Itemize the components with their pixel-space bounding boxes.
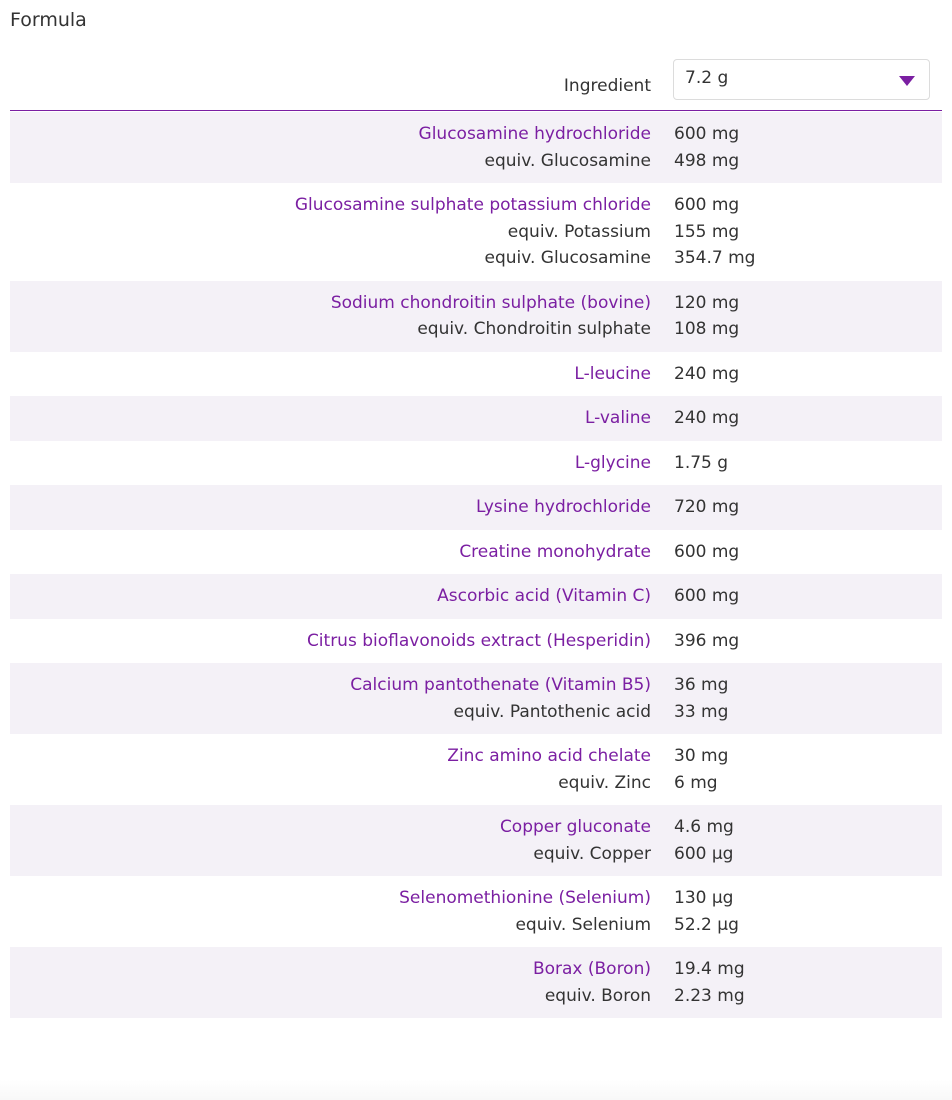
table-row: [10, 352, 942, 397]
ingredient-amount: 130 µg: [674, 888, 734, 909]
table-row: [10, 396, 942, 441]
table-row: [10, 441, 942, 486]
equivalent-amount: 2.23 mg: [674, 985, 745, 1006]
ingredient-amount: 600 mg: [674, 541, 740, 562]
table-row: [10, 530, 942, 575]
equivalent-amount: 498 mg: [674, 150, 740, 171]
ingredient-line: [10, 539, 942, 566]
equivalent-line: [10, 245, 942, 272]
equivalent-name: equiv. Pantothenic acid: [453, 701, 651, 722]
equivalent-amount: 33 mg: [674, 701, 729, 722]
ingredient-name[interactable]: L-leucine: [574, 363, 651, 384]
equivalent-amount: 600 µg: [674, 843, 734, 864]
ingredient-name[interactable]: Copper gluconate: [499, 817, 651, 838]
table-row: [10, 112, 942, 183]
ingredient-amount: 600 mg: [674, 586, 740, 607]
serving-size-value: 7.2 g: [685, 68, 729, 88]
ingredient-line: [10, 121, 942, 148]
equivalent-line: [10, 316, 942, 343]
ingredient-column-label: Ingredient: [563, 76, 651, 96]
ingredient-line: [10, 192, 942, 219]
equivalent-line: [10, 219, 942, 246]
ingredient-line: [10, 885, 942, 912]
equivalent-name: equiv. Zinc: [558, 772, 651, 793]
ingredient-line: [10, 290, 942, 317]
equivalent-name: equiv. Glucosamine: [484, 150, 651, 171]
equivalent-line: [10, 841, 942, 868]
ingredient-line: [10, 405, 942, 432]
equivalent-amount: 155 mg: [674, 221, 740, 242]
equivalent-name: equiv. Chondroitin sulphate: [417, 319, 651, 340]
ingredient-name[interactable]: Selenomethionine (Selenium): [399, 888, 651, 909]
ingredient-line: [10, 956, 942, 983]
ingredient-amount: 396 mg: [674, 630, 740, 651]
ingredient-line: [10, 814, 942, 841]
ingredient-name[interactable]: Zinc amino acid chelate: [447, 746, 651, 767]
equivalent-name: equiv. Glucosamine: [484, 248, 651, 269]
equivalent-line: [10, 983, 942, 1010]
table-row: [10, 805, 942, 876]
ingredient-line: [10, 628, 942, 655]
ingredient-name[interactable]: Ascorbic acid (Vitamin C): [437, 586, 651, 607]
ingredient-amount: 36 mg: [674, 675, 729, 696]
table-row: [10, 619, 942, 664]
table-row: [10, 734, 942, 805]
equivalent-line: [10, 699, 942, 726]
ingredient-name[interactable]: L-valine: [584, 408, 651, 429]
ingredient-name[interactable]: Borax (Boron): [532, 959, 651, 980]
ingredient-line: [10, 743, 942, 770]
ingredient-name[interactable]: L-glycine: [574, 452, 651, 473]
ingredient-name[interactable]: Sodium chondroitin sulphate (bovine): [330, 292, 651, 313]
equivalent-amount: 108 mg: [674, 319, 740, 340]
table-row: [10, 947, 942, 1018]
ingredient-name[interactable]: Creatine monohydrate: [459, 541, 651, 562]
table-row: [10, 663, 942, 734]
equivalent-amount: 354.7 mg: [674, 248, 756, 269]
ingredient-amount: 600 mg: [674, 124, 740, 145]
ingredient-amount: 1.75 g: [674, 452, 729, 473]
ingredient-line: [10, 450, 942, 477]
ingredient-amount: 720 mg: [674, 497, 740, 518]
equivalent-name: equiv. Potassium: [507, 221, 651, 242]
ingredient-amount: 30 mg: [674, 746, 729, 767]
ingredient-name[interactable]: Calcium pantothenate (Vitamin B5): [350, 675, 651, 696]
equivalent-name: equiv. Boron: [544, 985, 651, 1006]
ingredient-line: [10, 672, 942, 699]
ingredient-name[interactable]: Glucosamine sulphate potassium chloride: [294, 195, 651, 216]
table-row: [10, 876, 942, 947]
caret-down-icon: [899, 76, 915, 86]
ingredient-line: [10, 494, 942, 521]
equivalent-line: [10, 770, 942, 797]
equivalent-line: [10, 912, 942, 939]
ingredient-amount: 120 mg: [674, 292, 740, 313]
table-header: [10, 59, 942, 111]
ingredients-table: [10, 112, 942, 1018]
ingredient-line: [10, 361, 942, 388]
ingredient-amount: 19.4 mg: [674, 959, 745, 980]
equivalent-amount: 52.2 µg: [674, 914, 739, 935]
ingredient-name[interactable]: Lysine hydrochloride: [475, 497, 651, 518]
equivalent-line: [10, 148, 942, 175]
ingredient-amount: 600 mg: [674, 195, 740, 216]
ingredient-name[interactable]: Glucosamine hydrochloride: [418, 124, 651, 145]
table-row: [10, 574, 942, 619]
ingredient-amount: 240 mg: [674, 408, 740, 429]
equivalent-name: equiv. Selenium: [515, 914, 651, 935]
bottom-fade: [0, 1080, 952, 1100]
ingredient-amount: 4.6 mg: [674, 817, 734, 838]
ingredient-name[interactable]: Citrus bioflavonoids extract (Hesperidin): [306, 630, 651, 651]
serving-size-select[interactable]: [673, 59, 930, 100]
equivalent-amount: 6 mg: [674, 772, 718, 793]
table-row: [10, 281, 942, 352]
equivalent-name: equiv. Copper: [533, 843, 651, 864]
table-row: [10, 183, 942, 281]
section-heading: Formula: [10, 9, 87, 31]
table-row: [10, 485, 942, 530]
ingredient-amount: 240 mg: [674, 363, 740, 384]
ingredient-line: [10, 583, 942, 610]
